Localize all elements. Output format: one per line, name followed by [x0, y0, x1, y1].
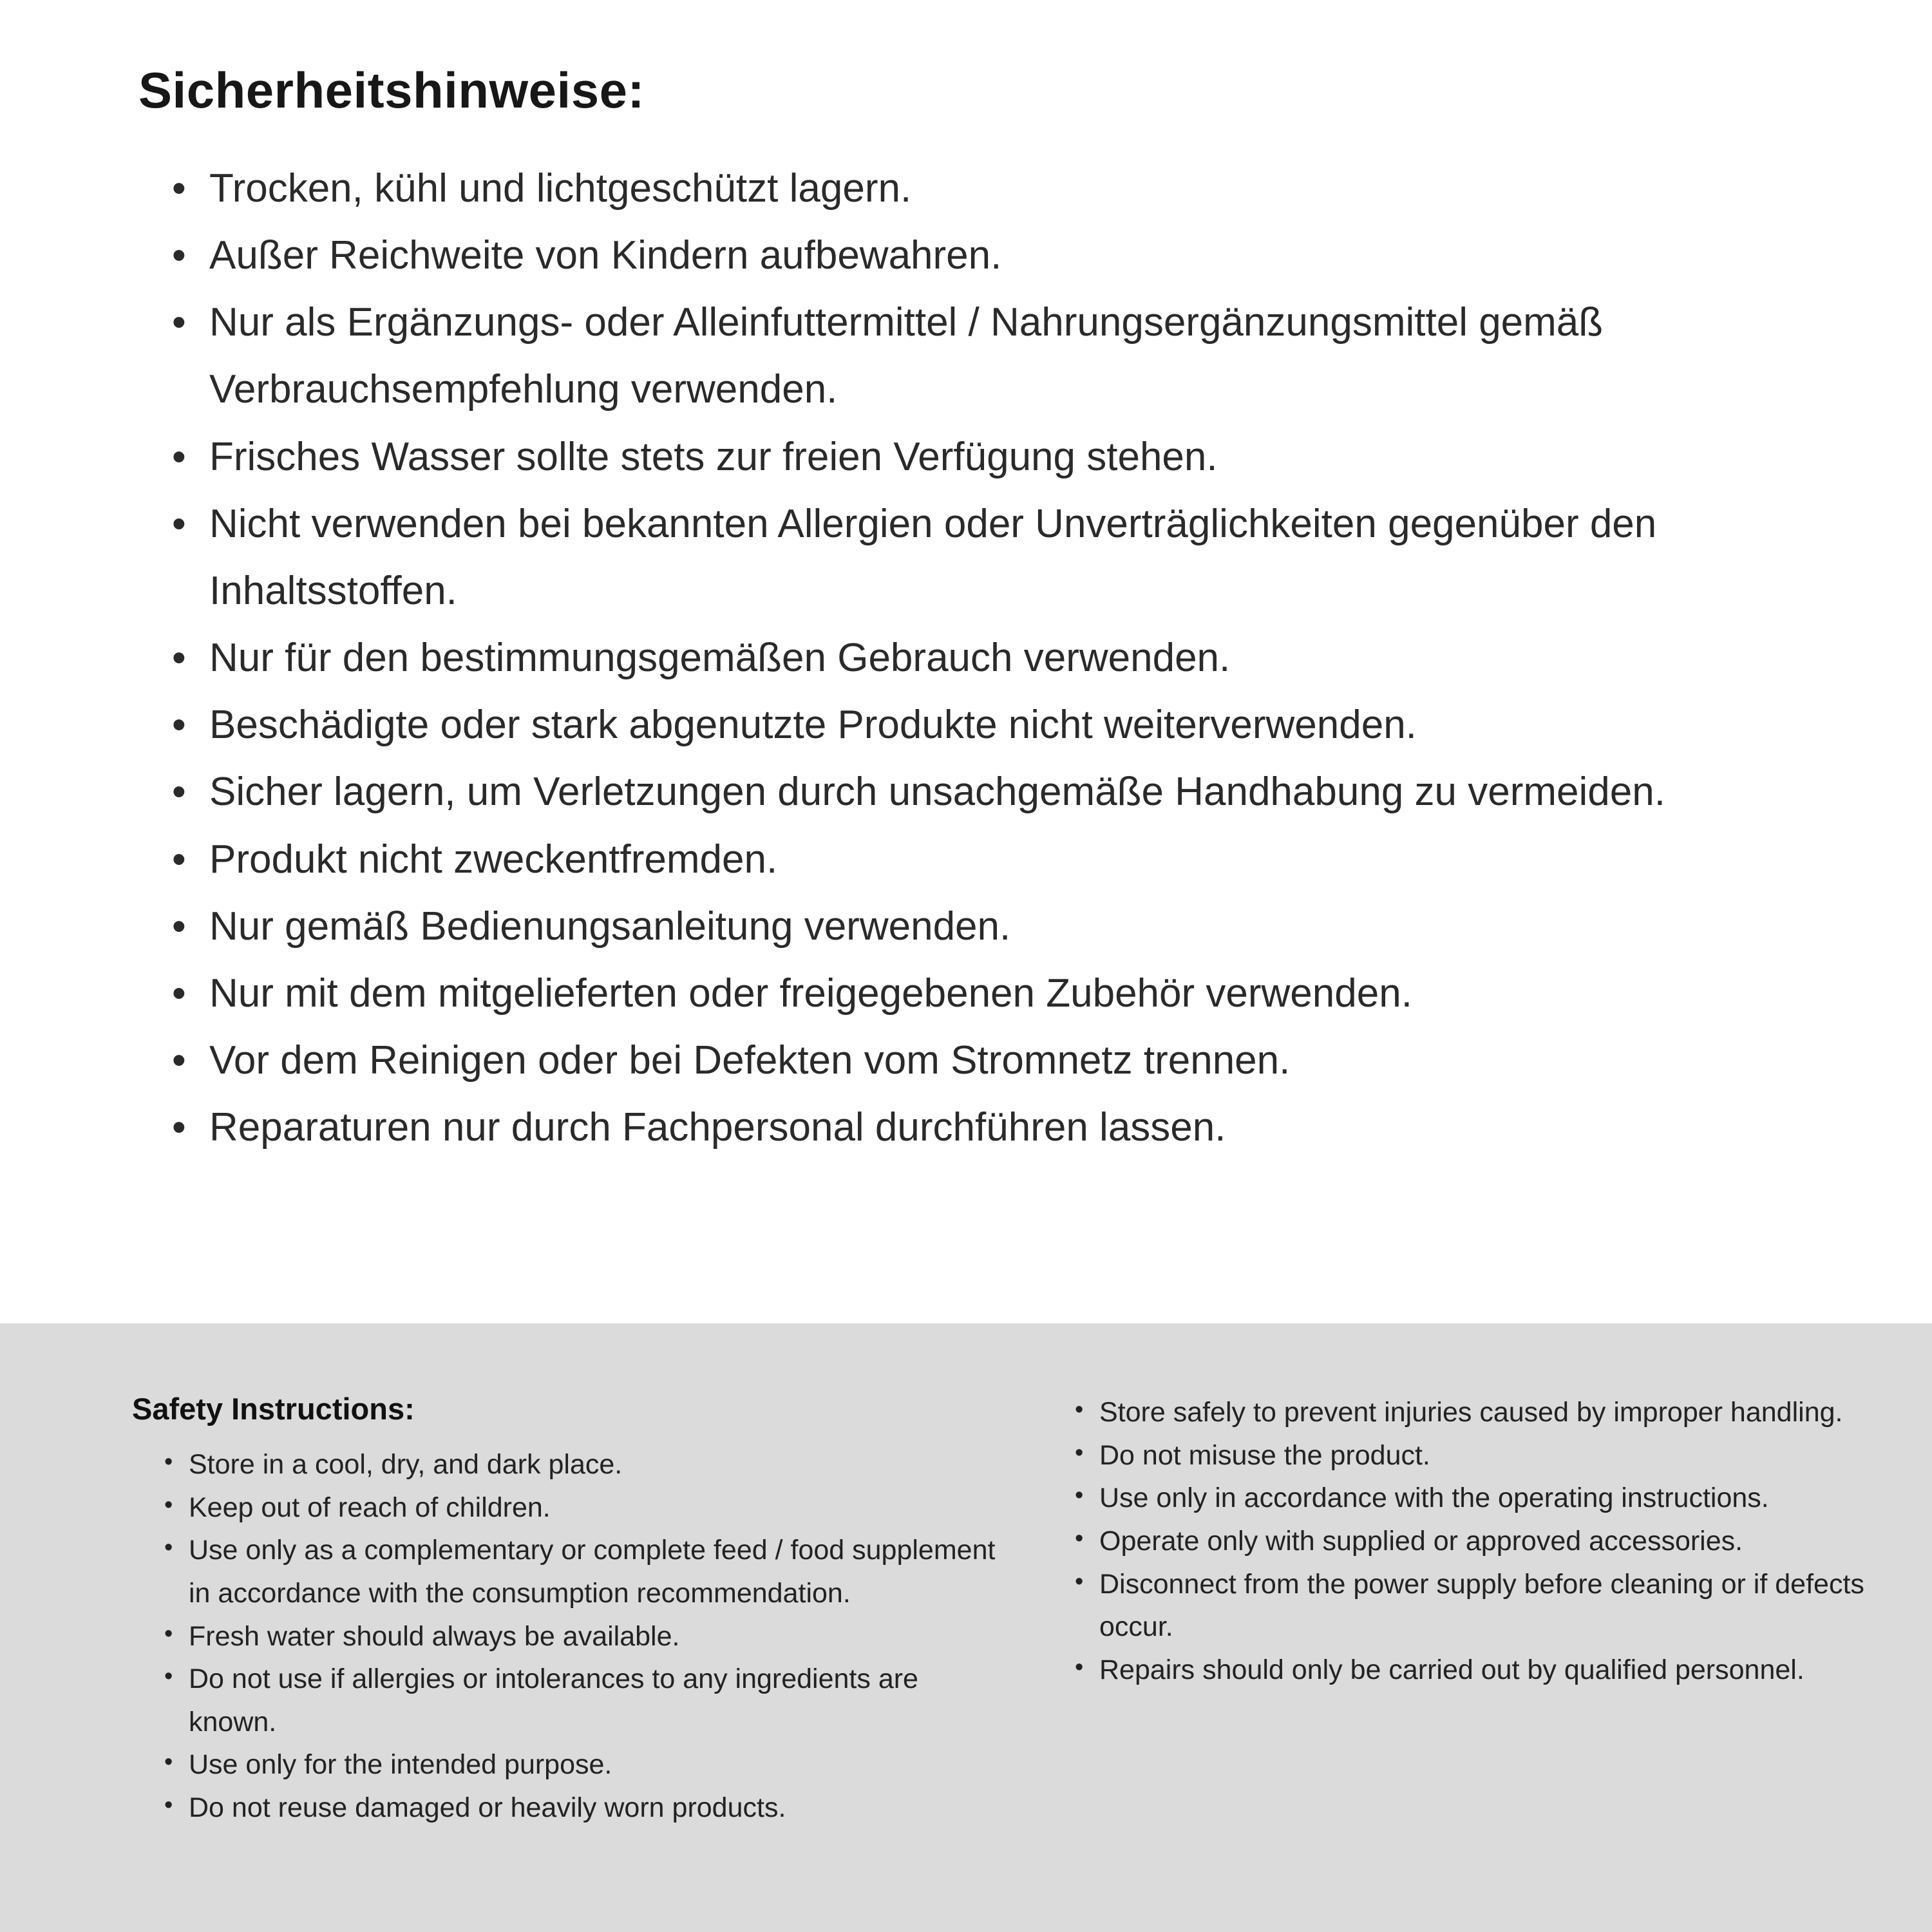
list-item: • Repairs should only be carried out by qualified personnel.	[1059, 1649, 1874, 1692]
list-item: • Do not use if allergies or intolerances to any ingredients are known.	[149, 1658, 1008, 1743]
list-item: • Sicher lagern, um Verletzungen durch unsachgemäße Handhabung zu vermeiden.	[138, 759, 1816, 826]
english-instructions-list-left	[132, 1443, 1008, 1830]
list-item: • Fresh water should always be available.	[149, 1615, 1008, 1658]
list-item: • Produkt nicht zweckentfremden.	[138, 826, 1816, 893]
english-left-column	[132, 1391, 1008, 1932]
german-instructions-list	[138, 155, 1816, 1161]
list-item: • Nur mit dem mitgelieferten oder freigegebenen Zubehör verwenden.	[138, 960, 1816, 1027]
english-right-column	[1059, 1391, 1874, 1932]
list-item: • Use only for the intended purpose.	[149, 1743, 1008, 1786]
list-item: • Operate only with supplied or approved accessories.	[1059, 1520, 1874, 1563]
list-item: • Trocken, kühl und lichtgeschützt lagern.	[138, 155, 1816, 222]
list-item: • Nur als Ergänzungs- oder Alleinfuttermittel / Nahrungsergänzungsmittel gemäß Verbrauchsempfehlung verwenden.	[138, 289, 1816, 423]
list-item: • Außer Reichweite von Kindern aufbewahren.	[138, 222, 1816, 289]
english-instructions-list-right	[1059, 1391, 1874, 1691]
list-item: • Do not misuse the product.	[1059, 1434, 1874, 1477]
list-item: • Nur für den bestimmungsgemäßen Gebrauch verwenden.	[138, 625, 1816, 692]
list-item: • Beschädigte oder stark abgenutzte Produkte nicht weiterverwenden.	[138, 692, 1816, 759]
list-item: • Vor dem Reinigen oder bei Defekten vom Stromnetz trennen.	[138, 1027, 1816, 1094]
list-item: • Frisches Wasser sollte stets zur freien Verfügung stehen.	[138, 424, 1816, 491]
list-item: • Store in a cool, dry, and dark place.	[149, 1443, 1008, 1486]
list-item: • Store safely to prevent injuries caused by improper handling.	[1059, 1391, 1874, 1434]
list-item: • Use only as a complementary or complete feed / food supplement in accordance with the consumption recommendation.	[149, 1529, 1008, 1615]
english-section	[0, 1323, 1932, 1932]
english-section-title: Safety Instructions:	[132, 1392, 415, 1426]
list-item: • Keep out of reach of children.	[149, 1486, 1008, 1530]
list-item: • Do not reuse damaged or heavily worn products.	[149, 1786, 1008, 1830]
list-item: • Use only in accordance with the operating instructions.	[1059, 1477, 1874, 1520]
german-section-title: Sicherheitshinweise:	[138, 62, 645, 118]
list-item: • Nur gemäß Bedienungsanleitung verwenden.	[138, 893, 1816, 960]
list-item: • Nicht verwenden bei bekannten Allergien oder Unverträglichkeiten gegenüber den Inhaltsstoffen.	[138, 491, 1816, 625]
list-item: • Reparaturen nur durch Fachpersonal durchführen lassen.	[138, 1094, 1816, 1161]
list-item: • Disconnect from the power supply before cleaning or if defects occur.	[1059, 1563, 1874, 1649]
